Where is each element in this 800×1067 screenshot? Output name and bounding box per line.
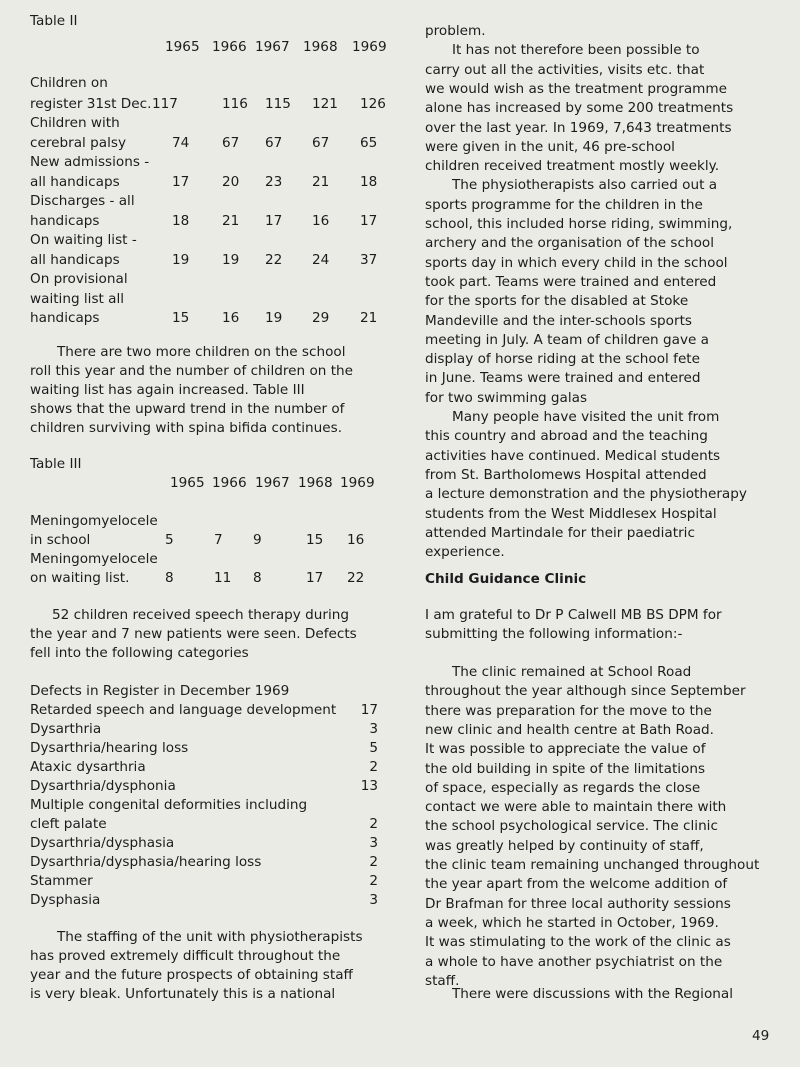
paragraph-line: contact we were able to maintain there with	[425, 799, 727, 816]
year-header: 1969	[340, 475, 375, 491]
paragraph-line: year and the future prospects of obtaining staff	[30, 967, 353, 983]
table-title: Table II	[30, 13, 78, 29]
table-cell: 5	[165, 532, 174, 548]
table-title: Table III	[30, 456, 82, 472]
table-row-label: all handicaps	[30, 174, 120, 190]
defect-count: 2	[369, 816, 378, 832]
paragraph-line: Dr Brafman for three local authority sessions	[425, 895, 731, 912]
table-row-label: Children with	[30, 115, 120, 131]
table-cell: 126	[360, 96, 386, 112]
paragraph-line: problem.	[425, 23, 486, 39]
year-header: 1965	[170, 475, 205, 491]
table-cell: 37	[360, 252, 378, 268]
paragraph-line: a week, which he started in October, 1969.	[425, 914, 719, 931]
paragraph-line: It was possible to appreciate the value of	[425, 741, 706, 758]
table-cell: 22	[347, 570, 365, 586]
defect-label: Retarded speech and language development	[30, 702, 337, 718]
table-cell: 18	[360, 174, 378, 190]
defects-heading: Defects in Register in December 1969	[30, 683, 290, 699]
paragraph-line: the school psychological service. The clinic	[425, 818, 718, 835]
table-cell: 15	[172, 310, 190, 326]
table-row-label: all handicaps	[30, 252, 120, 268]
table-cell: 21	[312, 174, 330, 190]
table-cell: 19	[222, 252, 240, 268]
paragraph-line: I am grateful to Dr P Calwell MB BS DPM for	[425, 607, 722, 623]
paragraph-line: we would wish as the treatment programme	[425, 80, 728, 97]
table-row-label: Meningomyelocele	[30, 551, 158, 567]
table-cell: 67	[312, 135, 330, 151]
year-header: 1968	[298, 475, 333, 491]
table-cell: 18	[172, 213, 190, 229]
defect-label: Dysphasia	[30, 892, 101, 908]
paragraph-line: waiting list has again increased. Table III	[30, 382, 305, 398]
table-row-label: handicaps	[30, 213, 100, 229]
table-row-label: Meningomyelocele	[30, 513, 158, 529]
year-header: 1966	[212, 475, 247, 491]
paragraph-line: in June. Teams were trained and entered	[425, 370, 701, 387]
table-cell: 20	[222, 174, 240, 190]
table-cell: 17	[172, 174, 190, 190]
table-cell: 21	[360, 310, 378, 326]
paragraph-line: The staffing of the unit with physiotherapists	[57, 929, 363, 945]
paragraph-line: the old building in spite of the limitations	[425, 760, 706, 777]
table-cell: 11	[214, 570, 232, 586]
paragraph-line: of space, especially as regards the close	[425, 779, 701, 796]
table-row-label: Children on	[30, 75, 108, 91]
paragraph-line: a whole to have another psychiatrist on the	[425, 953, 723, 970]
paragraph-line: carry out all the activities, visits etc. that	[425, 61, 705, 78]
defect-count: 17	[360, 702, 378, 718]
table-cell: 116	[222, 96, 248, 112]
table-cell: 8	[253, 570, 262, 586]
table-cell: 7	[214, 532, 223, 548]
defect-count: 3	[369, 835, 378, 851]
table-cell: 17	[360, 213, 378, 229]
defect-label: Dysarthria/dysphasia	[30, 835, 175, 851]
year-header: 1967	[255, 39, 290, 55]
paragraph-line: from St. Bartholomews Hospital attended	[425, 466, 707, 483]
paragraph-line: for two swimming galas	[425, 389, 588, 406]
paragraph-line: a lecture demonstration and the physiotherapy	[425, 486, 747, 503]
table-cell: 65	[360, 135, 378, 151]
table-row-label: waiting list all	[30, 291, 125, 307]
paragraph-line: Mandeville and the inter-schools sports	[425, 312, 692, 329]
defect-label: Dysarthria/dysphonia	[30, 778, 176, 794]
paragraph-line: this country and abroad and the teaching	[425, 428, 708, 445]
paragraph-line: the clinic team remaining unchanged throughout	[425, 857, 760, 873]
paragraph-line: the year and 7 new patients were seen. Defects	[30, 626, 357, 642]
table-row-label: On waiting list -	[30, 232, 137, 248]
table-row-label: Discharges - all	[30, 193, 135, 209]
defect-count: 3	[369, 721, 378, 737]
defect-label: Dysarthria/hearing loss	[30, 740, 189, 756]
paragraph-line: sports programme for the children in the	[425, 196, 703, 213]
defect-label: Stammer	[30, 873, 93, 889]
year-header: 1967	[255, 475, 290, 491]
paragraph-line: Many people have visited the unit from	[452, 409, 720, 425]
defect-count: 13	[360, 778, 378, 794]
defect-count: 2	[369, 759, 378, 775]
table-cell: 29	[312, 310, 330, 326]
defect-label: Dysarthria	[30, 721, 102, 737]
paragraph-line: attended Martindale for their paediatric	[425, 524, 695, 541]
year-header: 1968	[303, 39, 338, 55]
table-cell: 19	[172, 252, 190, 268]
table-cell: 21	[222, 213, 240, 229]
table-cell: 16	[312, 213, 330, 229]
paragraph-line: alone has increased by some 200 treatments	[425, 100, 734, 117]
table-row-label: handicaps	[30, 310, 100, 326]
paragraph-line: roll this year and the number of children on the	[30, 363, 354, 379]
paragraph-line: staff.	[425, 972, 460, 989]
year-header: 1969	[352, 39, 387, 55]
paragraph-line: experience.	[425, 544, 505, 561]
table-cell: 74	[172, 135, 190, 151]
paragraph-line: over the last year. In 1969, 7,643 treatments	[425, 119, 732, 136]
paragraph-line: The physiotherapists also carried out a	[452, 177, 718, 194]
paragraph-line: took part. Teams were trained and entered	[425, 273, 717, 290]
paragraph-line: activities have continued. Medical students	[425, 447, 721, 464]
paragraph-line: students from the West Middlesex Hospital	[425, 505, 717, 522]
paragraph-line: meeting in July. A team of children gave a	[425, 331, 710, 348]
paragraph-line: fell into the following categories	[30, 645, 249, 661]
table-row-label: in school	[30, 532, 91, 548]
paragraph-line: archery and the organisation of the school	[425, 235, 714, 252]
paragraph-line: new clinic and health centre at Bath Road.	[425, 721, 714, 738]
paragraph-line: sports day in which every child in the school	[425, 254, 728, 271]
paragraph-line: children received treatment mostly weekly.	[425, 158, 720, 175]
defect-label: Ataxic dysarthria	[30, 759, 146, 775]
table-cell: 17	[265, 213, 283, 229]
paragraph-line: were given in the unit, 46 pre-school	[425, 138, 675, 155]
paragraph-line: children surviving with spina bifida continues.	[30, 420, 343, 436]
table-cell: 9	[253, 532, 262, 548]
paragraph-line: display of horse riding at the school fete	[425, 351, 700, 368]
table-cell: 16	[347, 532, 365, 548]
paragraph-line: is very bleak. Unfortunately this is a national	[30, 986, 336, 1002]
section-heading: Child Guidance Clinic	[425, 571, 587, 587]
table-cell: 67	[265, 135, 283, 151]
table-cell: 16	[222, 310, 240, 326]
table-cell: 19	[265, 310, 283, 326]
table-row-label: on waiting list.	[30, 570, 130, 586]
paragraph-line: submitting the following information:-	[425, 626, 683, 642]
table-row-label: register 31st Dec.	[30, 96, 152, 112]
paragraph-line: The clinic remained at School Road	[452, 664, 692, 680]
paragraph-line: There are two more children on the school	[57, 344, 346, 360]
defect-count: 3	[369, 892, 378, 908]
table-cell: 8	[165, 570, 174, 586]
table-cell: 17	[306, 570, 324, 586]
page-number: 49	[752, 1028, 770, 1044]
paragraph-line: It has not therefore been possible to	[452, 42, 700, 59]
paragraph-line: throughout the year although since September	[425, 683, 746, 700]
defect-count: 2	[369, 854, 378, 870]
table-cell: 24	[312, 252, 330, 268]
defect-label: Multiple congenital deformities including	[30, 797, 308, 813]
paragraph-line: There were discussions with the Regional	[452, 986, 734, 1002]
paragraph-line: was greatly helped by continuity of staff,	[425, 837, 704, 854]
table-row-label: New admissions -	[30, 154, 150, 170]
table-cell: 67	[222, 135, 240, 151]
paragraph-line: shows that the upward trend in the number of	[30, 401, 345, 417]
defect-label: cleft palate	[30, 816, 107, 832]
table-cell: 23	[265, 174, 283, 190]
paragraph-line: the year apart from the welcome addition of	[425, 876, 728, 893]
defect-count: 2	[369, 873, 378, 889]
table-row-label: cerebral palsy	[30, 135, 126, 151]
year-header: 1966	[212, 39, 247, 55]
paragraph-line: school, this included horse riding, swimming,	[425, 216, 733, 232]
table-cell: 117	[152, 96, 178, 112]
table-cell: 22	[265, 252, 283, 268]
table-row-label: On provisional	[30, 271, 128, 287]
defect-label: Dysarthria/dysphasia/hearing loss	[30, 854, 262, 870]
table-cell: 15	[306, 532, 324, 548]
paragraph-line: for the sports for the disabled at Stoke	[425, 293, 689, 310]
paragraph-line: has proved extremely difficult throughout the	[30, 948, 341, 964]
year-header: 1965	[165, 39, 200, 55]
paragraph-line: 52 children received speech therapy during	[52, 607, 350, 623]
table-cell: 115	[265, 96, 291, 112]
table-cell: 121	[312, 96, 338, 112]
paragraph-line: there was preparation for the move to the	[425, 702, 712, 719]
defect-count: 5	[369, 740, 378, 756]
paragraph-line: It was stimulating to the work of the clinic as	[425, 934, 731, 951]
